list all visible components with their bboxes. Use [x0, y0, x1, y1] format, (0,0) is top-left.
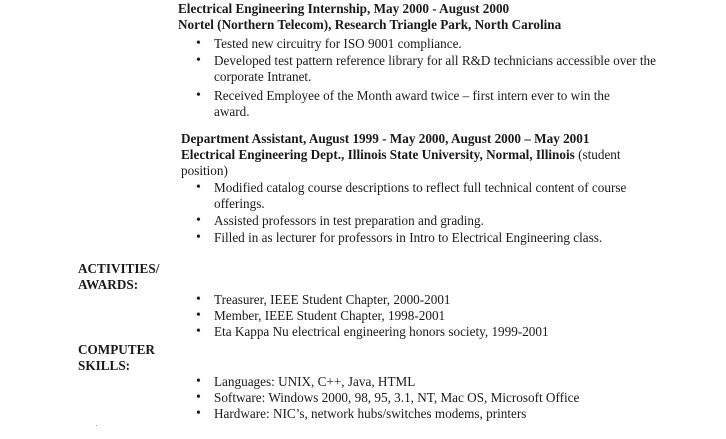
list-item — [196, 88, 634, 120]
job2-bullet-list — [196, 180, 654, 246]
job1-bullet-list — [196, 36, 666, 120]
list-item — [196, 180, 654, 212]
list-item-text: Eta Kappa Nu electrical engineering honors society, 1999-2001 — [214, 324, 549, 339]
list-item-text: Developed test pattern reference library for all R&D technicians accessible over the corporate Intranet. — [214, 53, 656, 84]
list-item-text: Languages: UNIX, C++, Java, HTML — [214, 374, 416, 389]
list-item-text: Tested new circuitry for ISO 9001 compliance. — [214, 36, 462, 51]
list-item-text: Assisted professors in test preparation and grading. — [214, 213, 484, 228]
list-item — [196, 406, 666, 422]
list-item — [196, 230, 654, 246]
skills-heading-line2: SKILLS: — [78, 358, 131, 373]
job1-title: Electrical Engineering Internship, May 2000 - August 2000 — [178, 1, 510, 16]
list-item — [196, 53, 666, 85]
job2-employer: Electrical Engineering Dept., Illinois State University, Normal, Illinois — [181, 147, 575, 162]
skills-heading-line1: COMPUTER — [78, 342, 155, 357]
scan-speck — [96, 425, 97, 426]
list-item-text: Received Employee of the Month award twice – first intern ever to win the award. — [214, 88, 610, 119]
job2-employer-note: (student position) — [181, 147, 621, 178]
skills-bullet-list — [196, 374, 666, 422]
list-item — [196, 374, 666, 390]
list-item — [196, 292, 666, 308]
list-item-text: Filled in as lecturer for professors in Intro to Electrical Engineering class. — [214, 230, 603, 245]
list-item — [196, 390, 666, 406]
activities-heading-line1: ACTIVITIES/ — [78, 261, 160, 276]
list-item-text: Software: Windows 2000, 98, 95, 3.1, NT, Mac OS, Microsoft Office — [214, 390, 580, 405]
list-item-text: Treasurer, IEEE Student Chapter, 2000-2001 — [214, 292, 451, 307]
list-item — [196, 324, 666, 340]
list-item — [196, 308, 666, 324]
list-item — [196, 36, 666, 52]
activities-bullet-list — [196, 292, 666, 340]
skills-heading — [78, 342, 155, 374]
job1-employer: Nortel (Northern Telecom), Research Triangle Park, North Carolina — [178, 17, 562, 32]
activities-heading — [78, 261, 159, 293]
list-item-text: Hardware: NIC’s, network hubs/switches modems, printers — [214, 406, 527, 421]
job2-employer-line — [181, 147, 651, 179]
activities-heading-line2: AWARDS: — [78, 277, 139, 292]
list-item — [196, 213, 654, 229]
list-item-text: Member, IEEE Student Chapter, 1998-2001 — [214, 308, 446, 323]
list-item-text: Modified catalog course descriptions to reflect full technical content of course offerings. — [214, 180, 627, 211]
job2-title: Department Assistant, August 1999 - May 2000, August 2000 – May 2001 — [181, 131, 590, 146]
